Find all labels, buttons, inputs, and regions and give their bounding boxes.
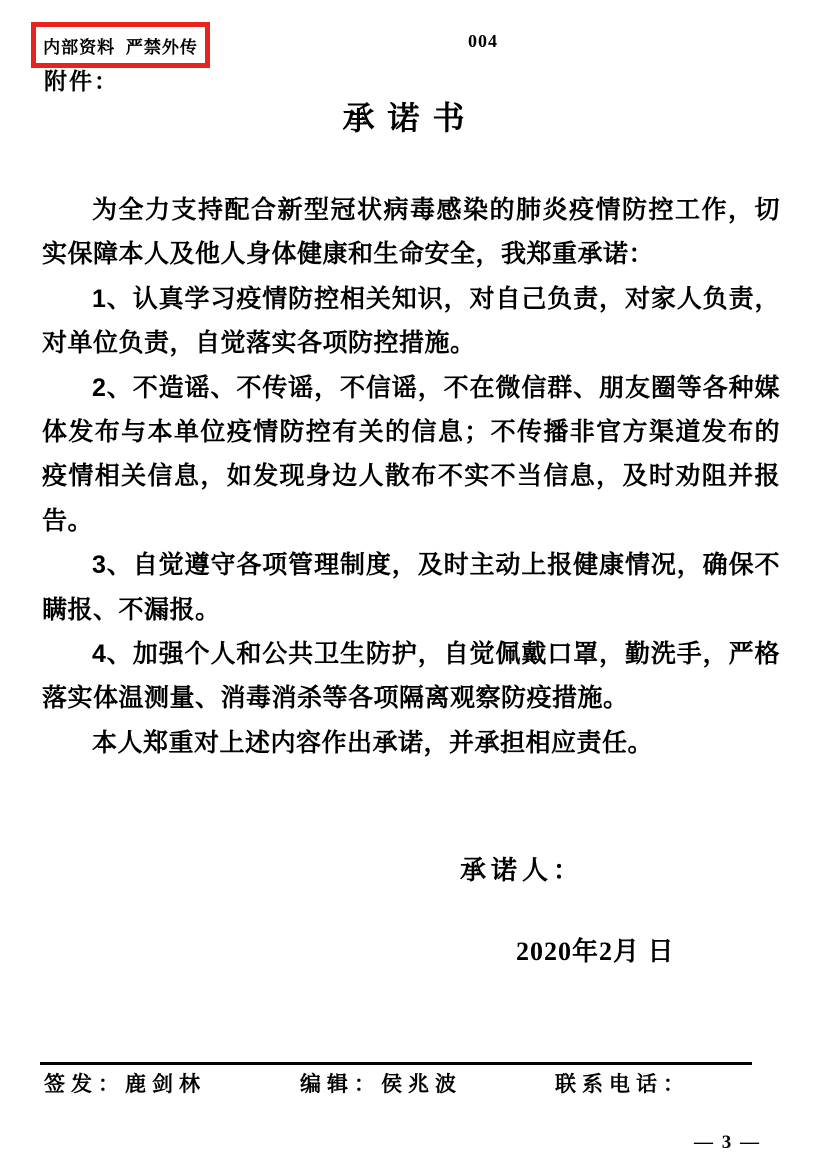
date-line: 2020年2月 日 (516, 937, 675, 966)
body-paragraph-closing: 本人郑重对上述内容作出承诺，并承担相应责任。 (92, 728, 654, 757)
footer-issuer: 签发：鹿剑林 (44, 1073, 206, 1096)
page-number: — 3 — (694, 1132, 761, 1153)
footer-divider (40, 1062, 752, 1065)
body-paragraph-item-3: 3、自觉遵守各项管理制度，及时主动上报健康情况，确保不瞒报、不漏报。 (42, 551, 780, 624)
confidential-stamp (31, 22, 210, 68)
footer-editor: 编辑：侯兆波 (300, 1073, 462, 1096)
confidential-stamp-text: 内部资料 严禁外传 (43, 37, 198, 57)
document-body (42, 188, 780, 765)
signer-label: 承诺人： (460, 855, 585, 885)
body-paragraph-item-4: 4、加强个人和公共卫生防护，自觉佩戴口罩，勤洗手，严格落实体温测量、消毒消杀等各项隔离观察防疫措施。 (42, 640, 780, 713)
document-title: 承诺书 (342, 100, 478, 136)
body-paragraph-item-1: 1、认真学习疫情防控相关知识，对自己负责，对家人负责，对单位负责，自觉落实各项防控措施。 (42, 284, 780, 358)
body-paragraph-item-2: 2、不造谣、不传谣，不信谣，不在微信群、朋友圈等各种媒体发布与本单位疫情防控有关的信息；不传播非官方渠道发布的疫情相关信息，如发现身边人散布不实不当信息，及时劝阻并报告。 (42, 373, 780, 535)
body-paragraph-intro: 为全力支持配合新型冠状病毒感染的肺炎疫情防控工作，切实保障本人及他人身体健康和生命安全，我郑重承诺： (42, 196, 780, 269)
footer-phone-label: 联系电话： (555, 1073, 690, 1096)
attachment-label: 附件： (44, 68, 119, 94)
header-document-code: 004 (468, 31, 498, 51)
